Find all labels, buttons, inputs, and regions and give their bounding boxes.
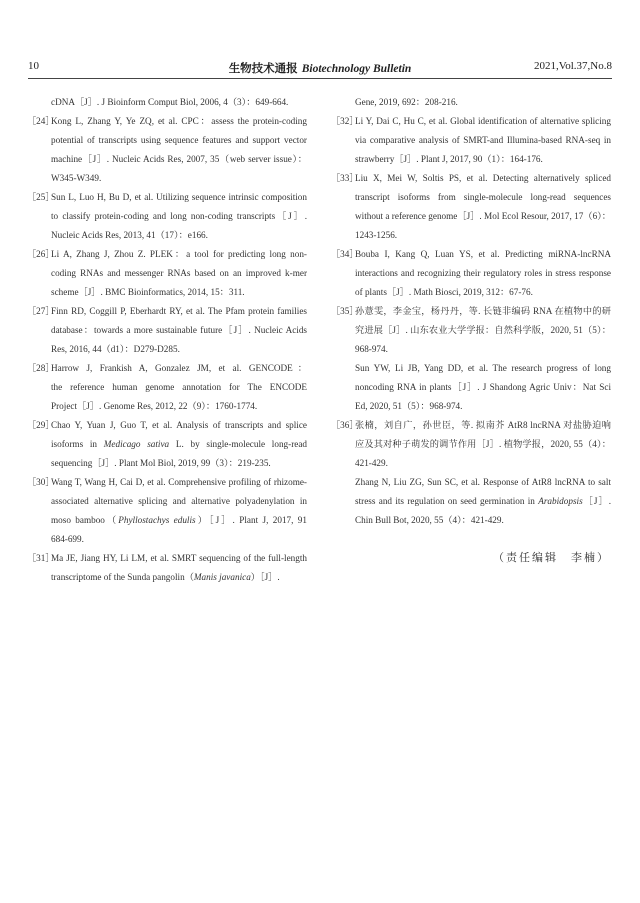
volume-info: 2021,Vol.37,No.8	[533, 60, 612, 72]
reference-text: Chao Y, Yuan J, Guo T, et al. Analysis of transcripts and splice	[51, 420, 307, 430]
reference-text: ）［J］.	[250, 572, 280, 582]
reference-text: interactions and recognizing their regulatory roles in stress response	[355, 268, 611, 278]
reference-line	[355, 264, 611, 283]
page-number: 10	[28, 60, 39, 72]
reference-text: strawberry［J］. Plant J, 2017, 90（1）：164-176.	[355, 154, 543, 164]
reference-text: Nucleic Acids Res, 2013, 41（17）：e166.	[51, 230, 208, 240]
reference-line	[355, 321, 611, 340]
reference-text: 究进展［J］. 山东农业大学学报：自然科学版，2020, 51（5）：	[355, 325, 611, 335]
reference-line	[355, 150, 611, 169]
reference-line	[51, 435, 307, 454]
reference-line	[355, 131, 611, 150]
reference-line	[355, 188, 611, 207]
reference-text: stress and its regulation on seed germination in	[355, 496, 539, 506]
reference-text: Project［J］. Genome Res, 2012, 22（9）：1760-1774.	[51, 401, 258, 411]
reference-number: ［32］	[331, 116, 359, 126]
reference-list-left	[27, 93, 307, 587]
reference-text: Zhang N, Liu ZG, Sun SC, et al. Response of AtR8 lncRNA to salt	[355, 477, 611, 487]
reference-line	[51, 207, 307, 226]
reference-text: Li Y, Dai C, Hu C, et al. Global identification of alternative splicing	[355, 116, 611, 126]
reference-list-right	[331, 93, 611, 530]
reference-number: ［25］	[27, 192, 55, 202]
reference-text: Finn RD, Coggill P, Eberhardt RY, et al. The Pfam protein families	[51, 306, 307, 316]
reference-text: Gene, 2019, 692：208-216.	[355, 97, 458, 107]
reference-line	[355, 397, 611, 416]
reference-line	[51, 530, 307, 549]
reference-line	[355, 473, 611, 492]
reference-line	[355, 454, 611, 473]
reference-line	[51, 226, 307, 245]
reference-line	[355, 416, 611, 435]
reference-text: Chin Bull Bot, 2020, 55（4）：421-429.	[355, 515, 504, 525]
reference-text: Kong L, Zhang Y, Ye ZQ, et al. CPC：assess the protein-coding	[51, 116, 307, 126]
reference-number: ［30］	[27, 477, 55, 487]
reference-line	[51, 378, 307, 397]
reference-entry	[27, 112, 307, 188]
reference-entry	[27, 473, 307, 549]
reference-text: Liu X, Mei W, Soltis PS, et al. Detecting alternatively spliced	[355, 173, 611, 183]
reference-text: machine［J］. Nucleic Acids Res, 2007, 35（web server issue）：	[51, 154, 307, 164]
reference-line	[355, 169, 611, 188]
reference-entry	[27, 359, 307, 416]
reference-number: ［35］	[331, 306, 359, 316]
reference-text: Sun YW, Li JB, Yang DD, et al. The research progress of long	[355, 363, 611, 373]
reference-text: Res, 2016, 44（d1）：D279-D285.	[51, 344, 180, 354]
reference-text: 张楠，刘自广，孙世臣，等. 拟南芥 AtR8 lncRNA 对盐胁迫响	[355, 420, 611, 430]
reference-line	[355, 93, 611, 112]
reference-text: Bouba I, Kang Q, Luan YS, et al. Predicting miRNA-lncRNA	[355, 249, 611, 259]
reference-line	[355, 283, 611, 302]
reference-line	[51, 131, 307, 150]
journal-title-en: Biotechnology Bulletin	[301, 63, 412, 75]
reference-text: scheme［J］. BMC Bioinformatics, 2014, 15：311.	[51, 287, 245, 297]
italic-species-name: Medicago sativa	[103, 439, 170, 449]
reference-line	[51, 492, 307, 511]
italic-species-name: Arabidopsis	[538, 496, 583, 506]
reference-text: ［J］.	[582, 496, 611, 506]
reference-line	[51, 302, 307, 321]
reference-line	[355, 511, 611, 530]
reference-text: 应及其对种子萌发的调节作用［J］. 植物学报，2020, 55（4）：	[355, 439, 611, 449]
journal-title-cn: 生物技术通报	[228, 61, 298, 75]
reference-text: the reference human genome annotation for The ENCODE	[51, 382, 307, 392]
reference-line	[51, 473, 307, 492]
reference-text: Ed, 2020, 51（5）：968-974.	[355, 401, 463, 411]
reference-text: W345-W349.	[51, 173, 102, 183]
editor-note: （责任编辑 李楠）	[493, 551, 610, 564]
reference-entry	[27, 188, 307, 245]
reference-line	[51, 245, 307, 264]
reference-text: coding RNAs and messenger RNAs based on an improved k-mer	[51, 268, 307, 278]
reference-line	[355, 492, 611, 511]
reference-text: Wang T, Wang H, Cai D, et al. Comprehensive profiling of rhizome-	[51, 477, 307, 487]
reference-text: cDNA［J］. J Bioinform Comput Biol, 2006, 4（3）：649-664.	[51, 97, 289, 107]
reference-number: ［31］	[27, 553, 55, 563]
reference-text: transcript isoforms from single-molecule long-read sequences	[355, 192, 611, 202]
reference-line	[51, 283, 307, 302]
reference-text: Sun L, Luo H, Bu D, et al. Utilizing sequence intrinsic composition	[51, 192, 307, 202]
reference-text: via comparative analysis of SMRT-and Illumina-based RNA-seq in	[355, 135, 611, 145]
reference-text: isoforms in	[51, 439, 104, 449]
reference-number: ［27］	[27, 306, 55, 316]
reference-line	[51, 359, 307, 378]
reference-number: ［33］	[331, 173, 359, 183]
reference-text: 1243-1256.	[355, 230, 398, 240]
reference-line	[355, 359, 611, 378]
reference-entry	[27, 549, 307, 587]
reference-line	[355, 207, 611, 226]
reference-line	[355, 245, 611, 264]
reference-entry	[331, 112, 611, 169]
reference-number: ［28］	[27, 363, 55, 373]
reference-line	[51, 549, 307, 568]
reference-line	[355, 112, 611, 131]
reference-text: noncoding RNA in plants［J］. J Shandong Agric Univ：Nat Sci	[355, 382, 611, 392]
reference-entry	[27, 245, 307, 302]
reference-entry	[331, 169, 611, 245]
reference-entry	[27, 93, 307, 112]
reference-line	[51, 511, 307, 530]
italic-species-name: Phyllostachys edulis	[118, 515, 196, 525]
reference-text: Harrow J, Frankish A, Gonzalez JM, et al. GENCODE：	[51, 363, 307, 373]
reference-text: associated alternative splicing and alternative polyadenylation in	[51, 496, 307, 506]
reference-line	[355, 435, 611, 454]
reference-line	[51, 321, 307, 340]
reference-entry	[27, 416, 307, 473]
reference-line	[51, 188, 307, 207]
reference-number: ［34］	[331, 249, 359, 259]
reference-text: moso bamboo（	[51, 515, 119, 525]
reference-text: of plants［J］. Math Biosci, 2019, 312：67-76.	[355, 287, 533, 297]
reference-entry	[27, 302, 307, 359]
reference-number: ［26］	[27, 249, 55, 259]
reference-text: 421-429.	[355, 458, 388, 468]
reference-text: without a reference genome［J］. Mol Ecol Resour, 2017, 17（6）：	[355, 211, 611, 221]
reference-text: Ma JE, Jiang HY, Li LM, et al. SMRT sequencing of the full-length	[51, 553, 307, 563]
reference-text: 684-699.	[51, 534, 84, 544]
reference-text: 968-974.	[355, 344, 388, 354]
reference-line	[51, 112, 307, 131]
reference-entry	[331, 302, 611, 416]
reference-line	[355, 226, 611, 245]
reference-text: potential of transcripts using sequence features and support vector	[51, 135, 307, 145]
reference-line	[51, 264, 307, 283]
italic-species-name: Manis javanica	[193, 572, 251, 582]
reference-number: ［24］	[27, 116, 55, 126]
reference-line	[355, 302, 611, 321]
reference-line	[51, 169, 307, 188]
reference-entry	[331, 93, 611, 112]
reference-number: ［29］	[27, 420, 55, 430]
reference-text: database：towards a more sustainable future［J］. Nucleic Acids	[51, 325, 307, 335]
header-divider	[28, 78, 612, 79]
reference-line	[51, 454, 307, 473]
reference-line	[51, 150, 307, 169]
reference-line	[51, 416, 307, 435]
reference-text: to classify protein-coding and long non-coding transcripts［J］.	[51, 211, 307, 221]
reference-line	[355, 378, 611, 397]
reference-number: ［36］	[331, 420, 359, 430]
reference-line	[51, 568, 307, 587]
reference-entry	[331, 416, 611, 530]
reference-text: 孙薏雯，李金宝，杨丹丹，等. 长链非编码 RNA 在植物中的研	[355, 306, 611, 316]
reference-text: L. by single-molecule long-read	[169, 439, 307, 449]
reference-text: transcriptome of the Sunda pangolin（	[51, 572, 194, 582]
reference-text: ）［J］. Plant J, 2017, 91	[195, 515, 307, 525]
reference-line	[355, 340, 611, 359]
reference-text: sequencing［J］. Plant Mol Biol, 2019, 99（3）：219-235.	[51, 458, 271, 468]
reference-line	[51, 93, 307, 112]
reference-line	[51, 340, 307, 359]
reference-entry	[331, 245, 611, 302]
reference-text: Li A, Zhang J, Zhou Z. PLEK：a tool for predicting long non-	[51, 249, 307, 259]
reference-line	[51, 397, 307, 416]
